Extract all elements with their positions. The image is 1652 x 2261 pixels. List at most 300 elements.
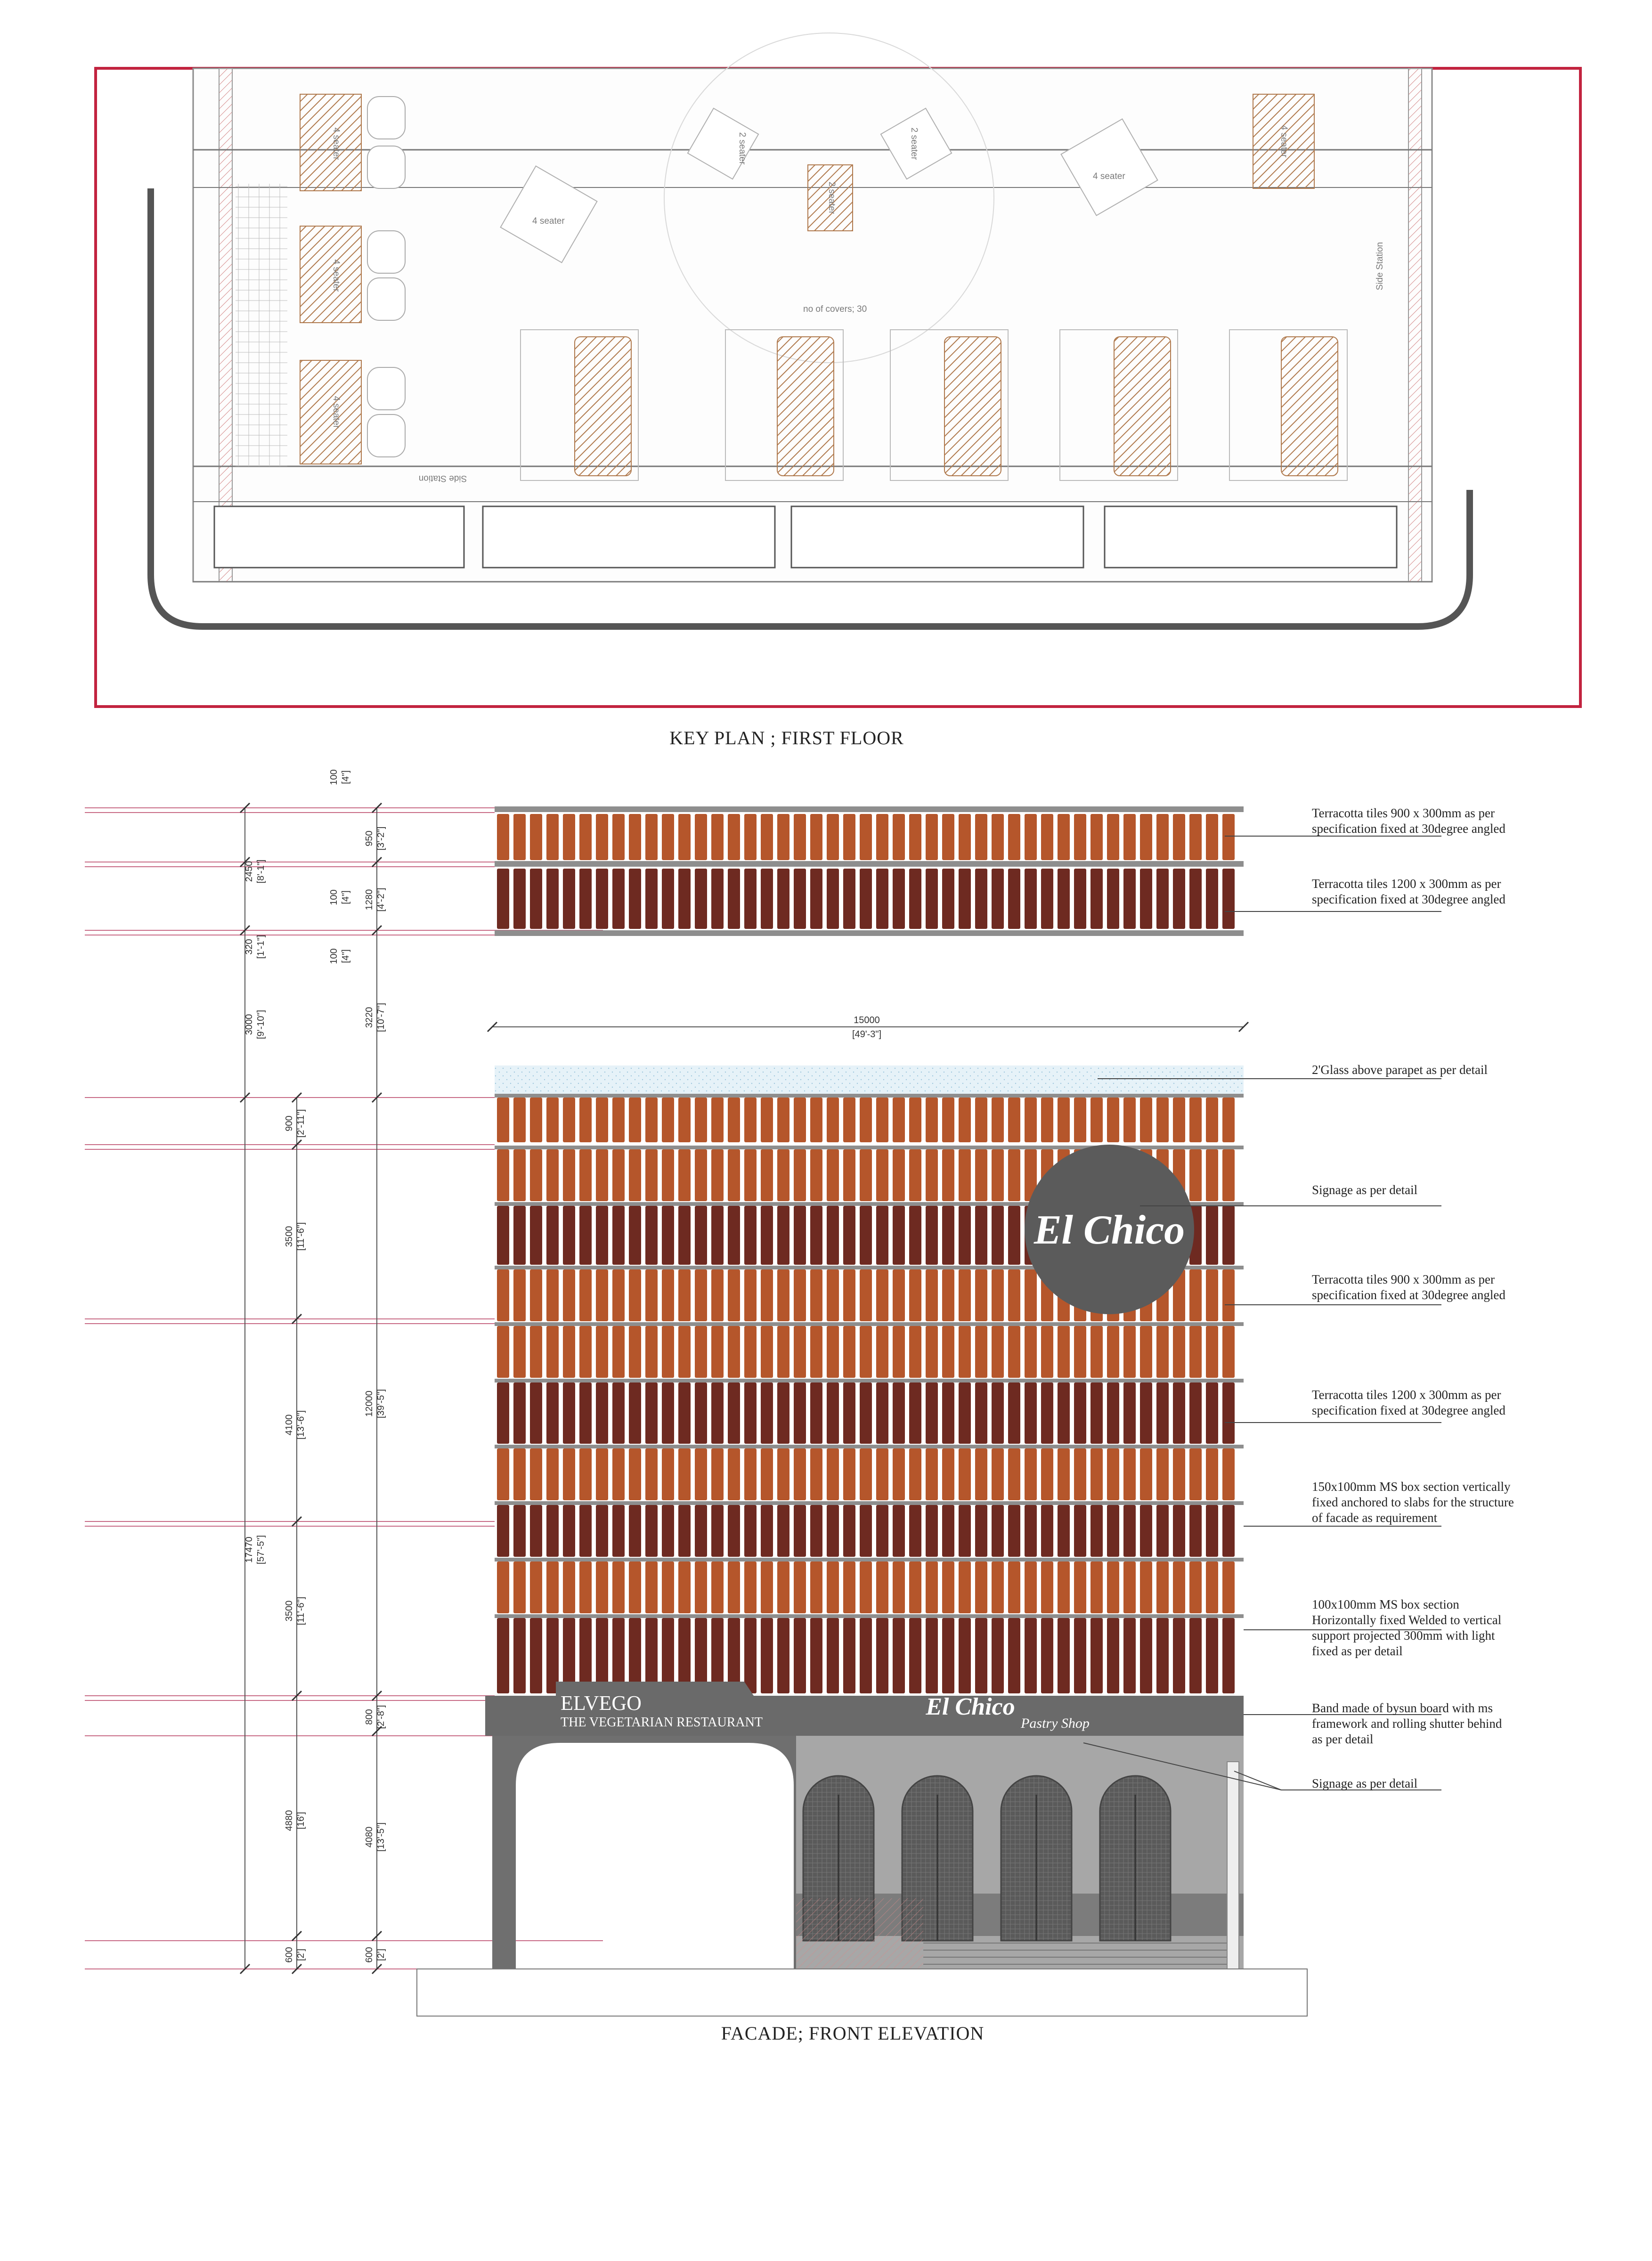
note-line: Terracotta tiles 900 x 300mm as per xyxy=(1312,1272,1495,1286)
terracotta-tile xyxy=(678,1562,691,1613)
terracotta-tile xyxy=(695,1326,707,1378)
terracotta-tile xyxy=(711,1505,724,1557)
terracotta-tile xyxy=(1123,1383,1136,1444)
terracotta-tile xyxy=(909,1098,921,1142)
terracotta-tile xyxy=(546,1206,559,1265)
terracotta-tile xyxy=(975,1383,987,1444)
terracotta-tile xyxy=(530,1562,542,1613)
terracotta-tile xyxy=(942,1149,954,1201)
terracotta-tile xyxy=(1189,814,1202,860)
dim-2450-imp: [8'-1"] xyxy=(256,859,266,884)
terracotta-tile xyxy=(1189,1269,1202,1321)
terracotta-tile xyxy=(909,1562,921,1613)
terracotta-tile xyxy=(1173,1448,1185,1500)
terracotta-tile xyxy=(959,1562,971,1613)
terracotta-tile xyxy=(546,1562,559,1613)
terracotta-tile xyxy=(645,1383,658,1444)
dim-4080: 4080 xyxy=(364,1826,374,1848)
terracotta-tile xyxy=(777,1326,789,1378)
terracotta-tile xyxy=(1123,1448,1136,1500)
terracotta-tile xyxy=(794,1448,806,1500)
terracotta-tile xyxy=(1025,869,1037,929)
terracotta-tile xyxy=(728,1448,740,1500)
terracotta-tile xyxy=(1008,1269,1020,1321)
note-line: Signage as per detail xyxy=(1312,1776,1418,1790)
terracotta-tile xyxy=(1008,1562,1020,1613)
terracotta-tile xyxy=(860,1098,872,1142)
terracotta-tile xyxy=(942,869,954,929)
terracotta-tile xyxy=(810,1618,822,1693)
terracotta-tile xyxy=(497,814,509,860)
terracotta-tile xyxy=(777,1562,789,1613)
terracotta-tile xyxy=(1206,1448,1218,1500)
terracotta-tile xyxy=(596,1149,608,1201)
terracotta-tile xyxy=(975,814,987,860)
ground-left-pier xyxy=(492,1736,516,1969)
terracotta-tile xyxy=(992,1618,1004,1693)
terracotta-tile xyxy=(942,1269,954,1321)
terracotta-tile xyxy=(860,1149,872,1201)
terracotta-tile xyxy=(1008,814,1020,860)
ms-box-section xyxy=(495,1614,1244,1618)
terracotta-tile xyxy=(1008,1383,1020,1444)
terracotta-tile xyxy=(959,1206,971,1265)
terracotta-tile xyxy=(1041,1618,1053,1693)
terracotta-tile xyxy=(596,1269,608,1321)
note-line: 100x100mm MS box section xyxy=(1312,1597,1459,1611)
dim-4100-imp: [13'-6"] xyxy=(296,1410,306,1440)
terracotta-tile xyxy=(1008,1149,1020,1201)
terracotta-tile xyxy=(546,1383,559,1444)
terracotta-tile xyxy=(975,1269,987,1321)
terracotta-tile xyxy=(728,869,740,929)
terracotta-tile xyxy=(744,1206,757,1265)
ms-box-section xyxy=(495,1094,1244,1098)
terracotta-tile xyxy=(876,1098,888,1142)
ground-entry-hatch xyxy=(796,1898,923,1969)
terracotta-tile xyxy=(926,1448,938,1500)
dim-100c: 100 xyxy=(329,948,339,964)
terracotta-tile xyxy=(513,869,526,929)
terracotta-tile xyxy=(678,1505,691,1557)
terracotta-tile xyxy=(678,1149,691,1201)
terracotta-tile xyxy=(992,1206,1004,1265)
terracotta-tile xyxy=(959,1098,971,1142)
terracotta-tile xyxy=(926,1618,938,1693)
terracotta-tile xyxy=(926,869,938,929)
terracotta-tile xyxy=(942,1383,954,1444)
dim-3500a-imp: [11'-6"] xyxy=(296,1222,306,1251)
terracotta-tile xyxy=(959,1618,971,1693)
terracotta-tile xyxy=(909,1149,921,1201)
terracotta-tile xyxy=(1025,1383,1037,1444)
terracotta-tile xyxy=(1156,814,1169,860)
dim-1280: 1280 xyxy=(364,889,374,911)
terracotta-tile xyxy=(860,1448,872,1500)
terracotta-tile xyxy=(645,1206,658,1265)
terracotta-tile xyxy=(926,1505,938,1557)
label-4seater-far-right: 4 seater xyxy=(1279,125,1289,158)
terracotta-tile xyxy=(612,1448,625,1500)
terracotta-tile xyxy=(1107,1562,1119,1613)
label-2seater-b: 2 seater xyxy=(827,181,837,214)
dim-width-imp: [49'-3"] xyxy=(852,1029,882,1040)
terracotta-tile xyxy=(909,1269,921,1321)
left-table-label-2: 4 seater xyxy=(331,259,341,292)
terracotta-tile xyxy=(777,814,789,860)
terracotta-tile xyxy=(827,1206,839,1265)
terracotta-tile xyxy=(1058,1098,1070,1142)
terracotta-tile xyxy=(744,1326,757,1378)
terracotta-tile xyxy=(794,814,806,860)
band-logo-sub: Pastry Shop xyxy=(1021,1716,1090,1731)
dim-4880-imp: [16'] xyxy=(296,1812,306,1830)
terracotta-tile xyxy=(728,1383,740,1444)
terracotta-tile xyxy=(497,1149,509,1201)
terracotta-tile xyxy=(695,1383,707,1444)
terracotta-tile xyxy=(1058,814,1070,860)
terracotta-tile xyxy=(860,1618,872,1693)
terracotta-tile xyxy=(711,1206,724,1265)
terracotta-tile xyxy=(992,1505,1004,1557)
terracotta-tile xyxy=(893,1326,905,1378)
terracotta-tile xyxy=(1140,869,1152,929)
terracotta-tile xyxy=(827,1505,839,1557)
dim-320-imp: [1'-1"] xyxy=(256,935,266,959)
terracotta-tile xyxy=(926,814,938,860)
terracotta-tile xyxy=(942,1326,954,1378)
terracotta-tile xyxy=(1123,1562,1136,1613)
terracotta-tile xyxy=(1041,1383,1053,1444)
dim-600a: 600 xyxy=(284,1947,294,1963)
terracotta-tile xyxy=(744,1448,757,1500)
terracotta-tile xyxy=(843,1618,855,1693)
terracotta-tile xyxy=(1206,1149,1218,1201)
dim-3500b: 3500 xyxy=(284,1600,294,1622)
dim-1280-imp: [4'-2"] xyxy=(376,887,386,912)
facade-elevation xyxy=(85,769,1441,2016)
terracotta-tile xyxy=(662,869,674,929)
terracotta-tile xyxy=(579,1505,592,1557)
terracotta-tile xyxy=(1206,814,1218,860)
terracotta-tile xyxy=(629,1206,641,1265)
terracotta-tile xyxy=(1041,814,1053,860)
terracotta-tile xyxy=(1206,869,1218,929)
terracotta-tile xyxy=(728,814,740,860)
terracotta-tile xyxy=(629,1149,641,1201)
terracotta-tile xyxy=(1222,1383,1235,1444)
terracotta-tile xyxy=(942,814,954,860)
terracotta-tile xyxy=(744,1269,757,1321)
terracotta-tile xyxy=(1008,1206,1020,1265)
terracotta-tile xyxy=(596,869,608,929)
terracotta-tile xyxy=(909,814,921,860)
terracotta-tile xyxy=(761,1206,773,1265)
dim-100c-imp: [4"] xyxy=(341,949,351,963)
dim-900: 900 xyxy=(284,1115,294,1131)
terracotta-tile xyxy=(1041,1505,1053,1557)
terracotta-tile xyxy=(579,1383,592,1444)
terracotta-tile xyxy=(761,1505,773,1557)
terracotta-tile xyxy=(678,1448,691,1500)
parapet-rail-mid xyxy=(495,861,1244,867)
terracotta-tile xyxy=(777,1448,789,1500)
terracotta-tile xyxy=(497,1448,509,1500)
ms-box-section xyxy=(495,1445,1244,1448)
terracotta-tile xyxy=(860,1383,872,1444)
terracotta-tile xyxy=(926,1383,938,1444)
terracotta-tile xyxy=(761,1149,773,1201)
terracotta-tile xyxy=(1123,1505,1136,1557)
terracotta-tile xyxy=(662,1505,674,1557)
terracotta-tile xyxy=(827,1269,839,1321)
terracotta-tile xyxy=(1090,814,1103,860)
parapet-rail-top xyxy=(495,806,1244,812)
terracotta-tile xyxy=(992,1562,1004,1613)
terracotta-tile xyxy=(497,1326,509,1378)
terracotta-tile xyxy=(1222,1149,1235,1201)
terracotta-tile xyxy=(612,1505,625,1557)
terracotta-tile xyxy=(1058,1326,1070,1378)
terracotta-tile xyxy=(810,1206,822,1265)
terracotta-tile xyxy=(843,1505,855,1557)
terracotta-tile xyxy=(975,1326,987,1378)
terracotta-tile xyxy=(513,1269,526,1321)
terracotta-tile xyxy=(1041,1098,1053,1142)
terracotta-tile xyxy=(975,1206,987,1265)
terracotta-tile xyxy=(827,1448,839,1500)
terracotta-tile xyxy=(975,1149,987,1201)
terracotta-tile xyxy=(810,1383,822,1444)
terracotta-tile xyxy=(744,1383,757,1444)
terracotta-tile xyxy=(810,814,822,860)
terracotta-tile xyxy=(1222,1618,1235,1693)
terracotta-tile xyxy=(909,1505,921,1557)
dim-100a: 100 xyxy=(329,769,339,785)
terracotta-tile xyxy=(1107,1505,1119,1557)
terracotta-tile xyxy=(794,1618,806,1693)
terracotta-tile xyxy=(942,1448,954,1500)
terracotta-tile xyxy=(1140,1326,1152,1378)
terracotta-tile xyxy=(893,1448,905,1500)
terracotta-tile xyxy=(711,1269,724,1321)
note-line: 2'Glass above parapet as per detail xyxy=(1312,1063,1488,1077)
terracotta-tile xyxy=(695,869,707,929)
terracotta-tile xyxy=(546,1448,559,1500)
left-table-label-1: 4 seater xyxy=(331,127,341,160)
terracotta-tile xyxy=(645,1562,658,1613)
terracotta-tile xyxy=(1189,1383,1202,1444)
terracotta-tile xyxy=(1107,1098,1119,1142)
terracotta-tile xyxy=(1173,1562,1185,1613)
terracotta-tile xyxy=(992,1383,1004,1444)
terracotta-tile xyxy=(860,1206,872,1265)
terracotta-tile xyxy=(761,1448,773,1500)
note-line: support projected 300mm with light xyxy=(1312,1628,1495,1643)
terracotta-tile xyxy=(893,1505,905,1557)
terracotta-tile xyxy=(579,1448,592,1500)
terracotta-tile xyxy=(596,1206,608,1265)
terracotta-tile xyxy=(678,1206,691,1265)
terracotta-tile xyxy=(843,1098,855,1142)
terracotta-tile xyxy=(843,814,855,860)
terracotta-tile xyxy=(1074,869,1086,929)
terracotta-tile xyxy=(827,869,839,929)
dim-12000: 12000 xyxy=(364,1391,374,1417)
dim-3220: 3220 xyxy=(364,1007,374,1028)
terracotta-tile xyxy=(579,869,592,929)
terracotta-tile xyxy=(827,814,839,860)
left-tables xyxy=(300,94,405,464)
terracotta-tile xyxy=(761,1562,773,1613)
terracotta-tile xyxy=(579,814,592,860)
terracotta-tile xyxy=(1173,814,1185,860)
terracotta-tile xyxy=(1090,869,1103,929)
terracotta-tile xyxy=(777,1505,789,1557)
terracotta-tile xyxy=(596,1383,608,1444)
label-covers: no of covers; 30 xyxy=(803,304,867,314)
terracotta-tile xyxy=(563,1562,575,1613)
terracotta-tile xyxy=(513,1098,526,1142)
terracotta-tile xyxy=(579,1098,592,1142)
terracotta-tile xyxy=(1189,1505,1202,1557)
terracotta-tile xyxy=(645,1326,658,1378)
terracotta-tile xyxy=(1008,1448,1020,1500)
dim-12000-imp: [39'-5"] xyxy=(376,1389,386,1419)
terracotta-tile xyxy=(1206,1098,1218,1142)
terracotta-tile xyxy=(629,1505,641,1557)
terracotta-tile xyxy=(563,1326,575,1378)
terracotta-tile xyxy=(711,1448,724,1500)
terracotta-tile xyxy=(860,1505,872,1557)
terracotta-tile xyxy=(744,1505,757,1557)
terracotta-tile xyxy=(612,814,625,860)
note-line: Terracotta tiles 1200 x 300mm as per xyxy=(1312,1388,1501,1402)
dim-950-imp: [3'-2"] xyxy=(376,826,386,851)
terracotta-tile xyxy=(893,1206,905,1265)
terracotta-tile xyxy=(959,1149,971,1201)
terracotta-tile xyxy=(513,1448,526,1500)
terracotta-tile xyxy=(563,869,575,929)
terracotta-tile xyxy=(1140,1098,1152,1142)
terracotta-tile xyxy=(926,1269,938,1321)
terracotta-tile xyxy=(612,1383,625,1444)
terracotta-tile xyxy=(1189,1098,1202,1142)
terracotta-tile xyxy=(1041,1562,1053,1613)
terracotta-tile xyxy=(1156,1448,1169,1500)
terracotta-tile xyxy=(711,1098,724,1142)
terracotta-tile xyxy=(629,1269,641,1321)
label-side-station-left: Side Station xyxy=(418,473,467,483)
terracotta-tile xyxy=(678,1269,691,1321)
terracotta-tile xyxy=(794,1562,806,1613)
dim-17470-imp: [57'-5"] xyxy=(256,1535,266,1565)
terracotta-tile xyxy=(1058,1505,1070,1557)
terracotta-tile xyxy=(563,1149,575,1201)
terracotta-tile xyxy=(744,1618,757,1693)
terracotta-tile xyxy=(777,1269,789,1321)
terracotta-tile xyxy=(975,1618,987,1693)
terracotta-tile xyxy=(1206,1326,1218,1378)
terracotta-tile xyxy=(1107,1448,1119,1500)
terracotta-tile xyxy=(530,1269,542,1321)
terracotta-tile xyxy=(513,1618,526,1693)
terracotta-tile xyxy=(744,814,757,860)
terracotta-tile xyxy=(662,1149,674,1201)
terracotta-tile xyxy=(711,1149,724,1201)
terracotta-tile xyxy=(1123,869,1136,929)
terracotta-tile xyxy=(1222,1326,1235,1378)
terracotta-tile xyxy=(579,1206,592,1265)
terracotta-tile xyxy=(744,869,757,929)
facade-notes xyxy=(1312,806,1514,1790)
sign-elvego-sub: THE VEGETARIAN RESTAURANT xyxy=(561,1715,763,1730)
terracotta-tile xyxy=(1107,814,1119,860)
terracotta-tile xyxy=(530,1383,542,1444)
terracotta-tile xyxy=(662,1098,674,1142)
terracotta-tile xyxy=(497,1618,509,1693)
terracotta-tile xyxy=(1173,869,1185,929)
terracotta-tile xyxy=(695,1149,707,1201)
terracotta-tile xyxy=(893,1149,905,1201)
terracotta-tile xyxy=(1074,1505,1086,1557)
terracotta-tile xyxy=(1173,1505,1185,1557)
terracotta-tile xyxy=(728,1505,740,1557)
terracotta-tile xyxy=(678,1098,691,1142)
terracotta-tile xyxy=(612,1149,625,1201)
terracotta-tile xyxy=(959,1448,971,1500)
terracotta-tile xyxy=(546,1149,559,1201)
terracotta-tile xyxy=(662,814,674,860)
terracotta-tile xyxy=(1189,1448,1202,1500)
terracotta-tile xyxy=(530,1618,542,1693)
terracotta-tile xyxy=(530,1149,542,1201)
terracotta-tile xyxy=(975,1505,987,1557)
dim-4080-imp: [13'-5"] xyxy=(376,1822,386,1852)
terracotta-tile xyxy=(1173,1098,1185,1142)
terracotta-tile xyxy=(794,1098,806,1142)
terracotta-tile xyxy=(1090,1618,1103,1693)
terracotta-tile xyxy=(876,814,888,860)
terracotta-tile xyxy=(1090,1383,1103,1444)
terracotta-tile xyxy=(810,869,822,929)
terracotta-tile xyxy=(992,1098,1004,1142)
terracotta-tile xyxy=(1222,814,1235,860)
terracotta-tile xyxy=(893,1098,905,1142)
terracotta-tile xyxy=(497,869,509,929)
terracotta-tile xyxy=(546,1269,559,1321)
note-line: as per detail xyxy=(1312,1732,1374,1746)
terracotta-tile xyxy=(909,1448,921,1500)
terracotta-tile xyxy=(942,1618,954,1693)
terracotta-tile xyxy=(860,1562,872,1613)
terracotta-tile xyxy=(926,1562,938,1613)
terracotta-tile xyxy=(761,1383,773,1444)
terracotta-tile xyxy=(1140,1383,1152,1444)
terracotta-tile xyxy=(530,1326,542,1378)
terracotta-tile xyxy=(843,1383,855,1444)
terracotta-tile xyxy=(1090,1505,1103,1557)
terracotta-tile xyxy=(695,1505,707,1557)
terracotta-tile xyxy=(876,1448,888,1500)
terracotta-tile xyxy=(645,869,658,929)
terracotta-tile xyxy=(975,1098,987,1142)
terracotta-tile xyxy=(513,1562,526,1613)
terracotta-tile xyxy=(893,1269,905,1321)
terracotta-tile xyxy=(777,1098,789,1142)
terracotta-tile xyxy=(794,1326,806,1378)
terracotta-tile xyxy=(1222,1562,1235,1613)
